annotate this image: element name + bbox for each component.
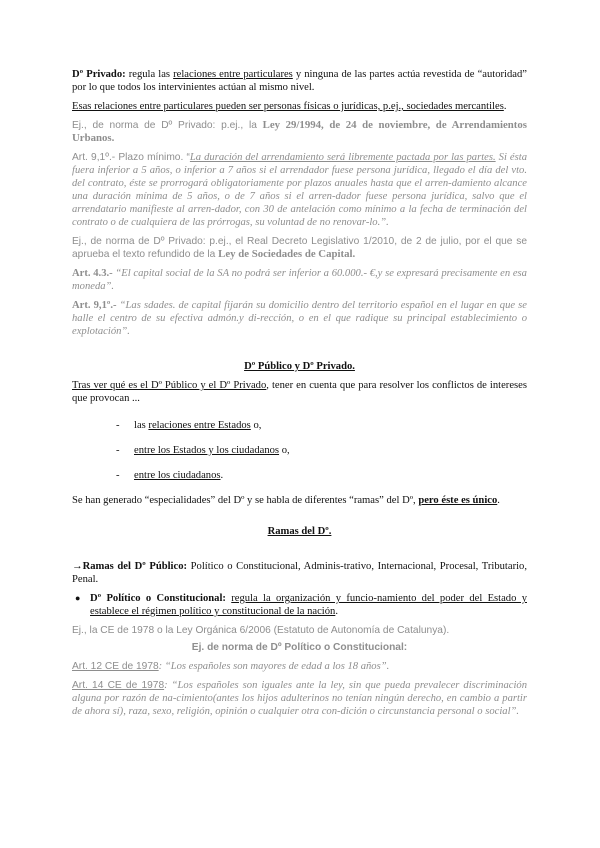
list-item (72, 419, 527, 432)
dash-marker: - (116, 470, 120, 481)
text-run: y ninguna de las partes actúa revestida de “autoridad” por lo que todos los intervinientes actúan al mismo nivel. (72, 69, 527, 93)
document-page (72, 68, 527, 718)
example-ce-1978: Ej., la CE de 1978 o la Ley Orgánica 6/2006 (Estatuto de Autonomía de Catalunya). (72, 625, 450, 636)
quote-text: Si ésta fuera inferior a 5 años, o inferior a 7 años si el arrendador fuese persona jurídica, llegado el día del vto. del contrato, éste se prorrogará obligatoriamente por plazos anuales hasta que el arren-damiento alcance una duración mínima de 5 años, o de 7 años si el arren-dador fuese persona jurídica, salvo que el arrendatario manifieste al arren-dador, con 30 de antelación como mínimo a la fecha de terminación del contrato o de cualquiera de las prórrogas, su voluntad de no renovar-lo.”. (72, 152, 527, 228)
text-run: . (497, 495, 500, 506)
paragraph-especialidades (72, 494, 527, 507)
paragraph-relaciones (72, 100, 527, 113)
dash-marker: - (116, 445, 120, 456)
bullet-icon: ● (75, 593, 81, 603)
list-item (72, 444, 527, 457)
article-14-ce (72, 679, 527, 718)
quote-text: : “Los españoles son mayores de edad a los 18 años”. (158, 661, 390, 672)
text-run: . (220, 470, 224, 481)
underlined-text: regula la organización y funcio-namiento del poder del Estado y establece el régimen político y constitucional de la nación (90, 593, 527, 617)
underlined-text: Esas relaciones entre particulares pueden ser personas físicas o jurídicas, p.ej., sociedades mercantiles (72, 101, 504, 112)
dash-marker: - (116, 420, 120, 431)
example-ley-sociedades (72, 235, 527, 261)
term-ramas-publico: Ramas del Dº Público: (82, 561, 188, 572)
arrow-icon: → (72, 561, 83, 572)
text-run: o, (279, 445, 290, 456)
underlined-quote: La duración del arrendamiento será libremente pactada por las partes. (189, 152, 496, 163)
quote-text: : “Los españoles son iguales ante la ley, sin que pueda prevalecer discriminación alguna por razón de na-cimiento(antes los hijos adulterinos no tenían ningún derecho, en cambio a partir de ahora sí), raza, sexo, religión, opinión o cualquier otra con-dición o circunstancia personal o social”. (72, 680, 527, 717)
emphasis-text: pero éste es único (418, 495, 498, 506)
text-run: Ej., de norma de Dº Privado: p.ej., el Real Decreto Legislativo 1/2010, de 2 de julio, por el que se aprueba el texto refundido de la (72, 236, 527, 260)
article-label: Art. 14 CE de 1978 (72, 680, 165, 691)
text-run: Político o Constitucional, Adminis-trativo, Internacional, Procesal, Tributario, Penal. (72, 561, 527, 585)
list-item (72, 469, 527, 482)
text-run: o, (250, 420, 262, 431)
paragraph-derecho-privado (72, 68, 527, 94)
heading-publico-privado: Dº Público y Dº Privado. (244, 361, 355, 372)
paragraph-tras-ver (72, 379, 527, 405)
relations-list (72, 419, 527, 482)
law-title: Ley de Sociedades de Capital. (218, 248, 356, 260)
text-run: Ej., de norma de Dº Privado: p.ej., la (72, 120, 263, 131)
text-run: Se han generado “especialidades” del Dº y se habla de diferentes “ramas” del Dº, (72, 495, 419, 506)
article-label: Art. 9,1º.- Plazo mínimo. “ (72, 152, 190, 163)
text-run: las (134, 420, 149, 431)
text-run: regula las (125, 69, 174, 80)
article-label: Art. 4.3.- (72, 268, 113, 279)
underlined-text: Tras ver qué es el Dº Público y el Dº Privado (72, 380, 267, 391)
article-12-ce (72, 660, 527, 673)
text-run: , tener en cuenta que para resolver los conflictos de intereses que provocan ... (72, 380, 527, 404)
heading-ejemplo-norma: Ej. de norma de Dº Político o Constitucional: (191, 642, 408, 653)
quote-text: “El capital social de la SA no podrá ser inferior a 60.000.- €,y se expresará precisamente en esa moneda”. (72, 268, 527, 292)
article-label: Art. 9,1º.- (72, 300, 117, 311)
text-run: . (335, 606, 338, 617)
underlined-text: relaciones entre Estados (148, 420, 251, 431)
term-politico-constitucional: Dº Político o Constitucional: (90, 593, 226, 604)
article-4-3 (72, 267, 527, 293)
article-9-1-sociedades (72, 299, 527, 338)
underlined-text: entre los ciudadanos (134, 470, 221, 481)
example-ley-arrendamientos (72, 119, 527, 145)
heading-ramas: Ramas del Dº. (267, 526, 332, 537)
article-9-1-arrendamientos (72, 151, 527, 229)
underlined-text: entre los Estados y los ciudadanos (134, 445, 280, 456)
quote-text: “Las sdades. de capital fijarán su domicilio dentro del territorio español en el lugar en que se halle el centro de su efectiva admón.y di-rección, o en el que radique su principal establecimiento o explotación”. (72, 300, 527, 337)
term-derecho-privado: Dº Privado: (72, 69, 126, 80)
article-label: Art. 12 CE de 1978 (72, 661, 159, 672)
paragraph-ramas-publico (72, 560, 527, 586)
text-run: . (503, 101, 507, 112)
bullet-politico-constitucional (72, 592, 527, 618)
underlined-text: relaciones entre particulares (173, 69, 293, 80)
law-title: Ley 29/1994, de 24 de noviembre, de Arrendamientos Urbanos. (72, 119, 527, 144)
